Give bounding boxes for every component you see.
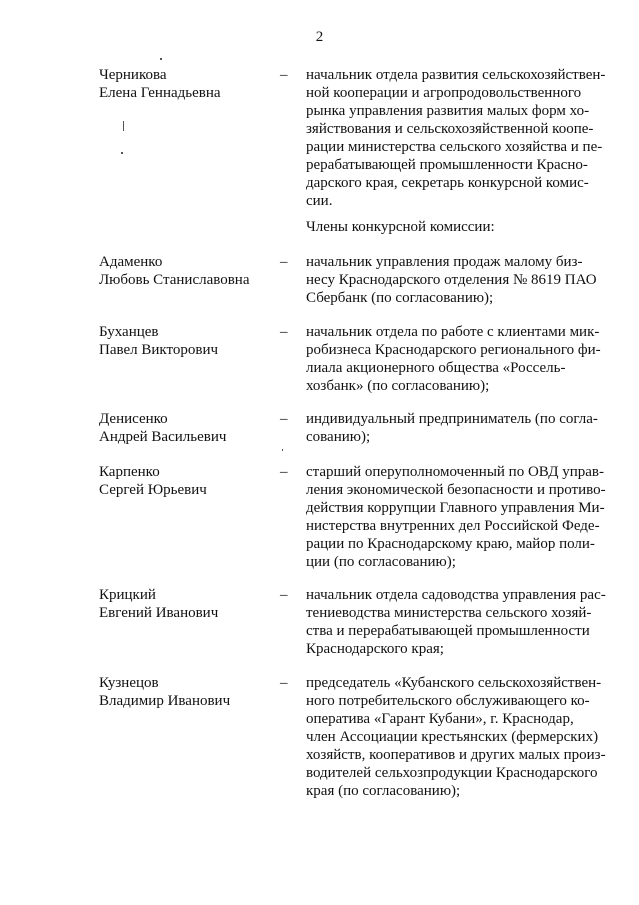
position-description: индивидуальный предприниматель (по согла- сованию); bbox=[306, 411, 598, 445]
position-description: старший оперуполномоченный по ОВД управ- ления экономической безопасности и противо- действия коррупции Главного управления Ми- нистерства внутренних дел Российской Феде- рации по Краснодарскому краю, майор поли- ции (по согласованию); bbox=[306, 464, 606, 570]
dash-separator: – bbox=[280, 67, 288, 83]
dash-separator: – bbox=[280, 464, 288, 480]
position-description: начальник отдела по работе с клиентами мик- робизнеса Краснодарского регионального фи- лиала акционерного общества «Россель- хозбанк» (по согласованию); bbox=[306, 324, 601, 394]
position-description: начальник управления продаж малому биз- несу Краснодарского отделения № 8619 ПАО Сбербанк (по согласованию); bbox=[306, 254, 597, 306]
person-name bbox=[99, 253, 279, 289]
surname: Кузнецов bbox=[99, 675, 159, 691]
person-name bbox=[99, 586, 279, 622]
surname: Адаменко bbox=[99, 254, 163, 270]
given-names: Павел Викторович bbox=[99, 342, 219, 358]
position-description: председатель «Кубанского сельскохозяйствен- ного потребительского обслуживающего ко- оператива «Гарант Кубани», г. Краснодар, член Ассоциации крестьянских (фермерских) хозяйств, кооперативов и других малых произ- водителей сельхозпродукции Краснодарского края (по согласованию); bbox=[306, 675, 606, 799]
person-name bbox=[99, 66, 279, 102]
position-description: начальник отдела развития сельскохозяйствен- ной кооперации и агропродовольственного рынка управления развития малых форм хо- зяйствования и сельскохозяйственной коопе- рации министерства сельского хозяйства и пе- рерабатывающей промышленности Красно- дарского края, секретарь конкурсной комис- сии. bbox=[306, 67, 606, 209]
dash-separator: – bbox=[280, 324, 288, 340]
given-names: Андрей Васильевич bbox=[99, 429, 227, 445]
person-name bbox=[99, 410, 279, 446]
person-name bbox=[99, 463, 279, 499]
given-names: Владимир Иванович bbox=[99, 693, 231, 709]
dash-separator: – bbox=[280, 254, 288, 270]
scan-speck bbox=[121, 152, 123, 154]
members-heading: Члены конкурсной комиссии: bbox=[306, 219, 495, 235]
scan-speck bbox=[123, 121, 124, 131]
dash-separator: – bbox=[280, 411, 288, 427]
surname: Черникова bbox=[99, 67, 167, 83]
surname: Денисенко bbox=[99, 411, 168, 427]
dash-separator: – bbox=[280, 675, 288, 691]
person-name bbox=[99, 674, 279, 710]
surname: Крицкий bbox=[99, 587, 156, 603]
position-description: начальник отдела садоводства управления рас- тениеводства министерства сельского хозяй- ства и перерабатывающей промышленности Краснодарского края; bbox=[306, 587, 606, 657]
person-name bbox=[99, 323, 279, 359]
surname: Буханцев bbox=[99, 324, 159, 340]
dash-separator: – bbox=[280, 587, 288, 603]
given-names: Любовь Станиславовна bbox=[99, 272, 250, 288]
scan-speck bbox=[160, 58, 162, 60]
scan-speck bbox=[282, 449, 283, 451]
given-names: Сергей Юрьевич bbox=[99, 482, 207, 498]
given-names: Евгений Иванович bbox=[99, 605, 219, 621]
given-names: Елена Геннадьевна bbox=[99, 85, 221, 101]
page-number: 2 bbox=[315, 29, 324, 45]
surname: Карпенко bbox=[99, 464, 160, 480]
